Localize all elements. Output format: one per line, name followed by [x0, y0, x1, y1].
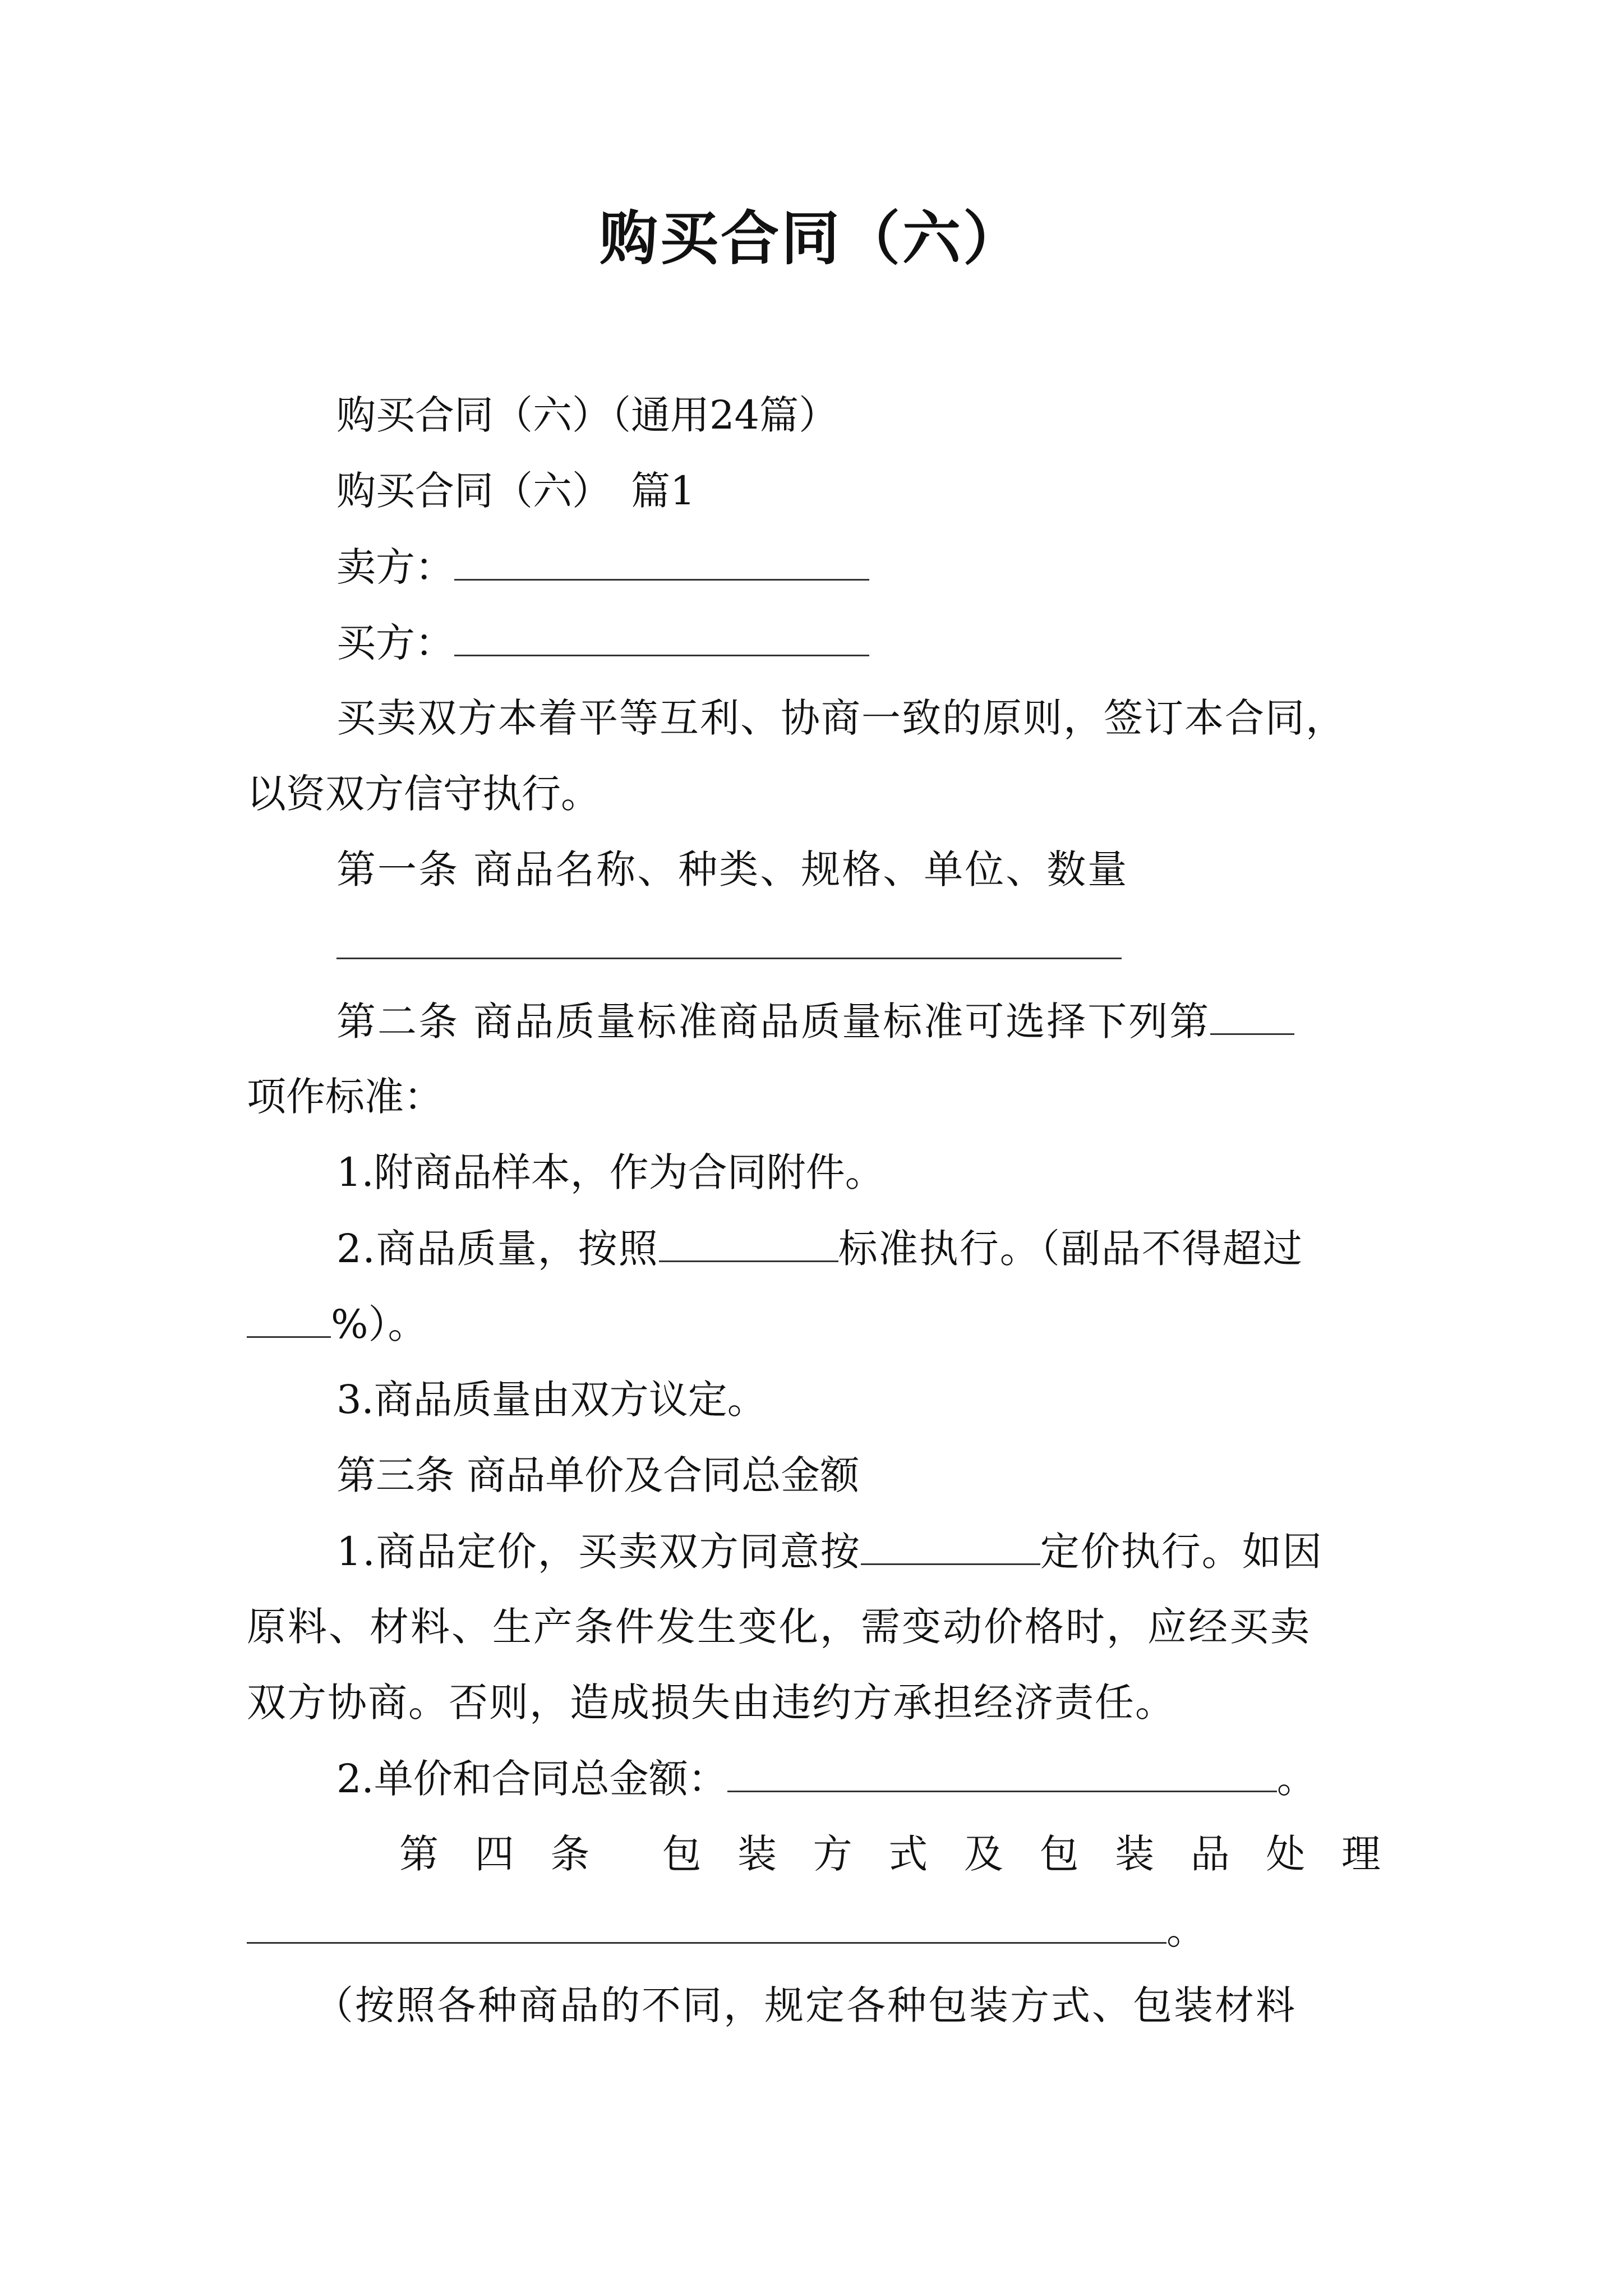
article-3-heading: 第三条 商品单价及合同总金额	[336, 1452, 860, 1498]
article-4-char: 四	[474, 1831, 514, 1877]
price-item-1-text-b: 定价执行。如因	[1040, 1529, 1323, 1575]
quality-item-2-line2	[247, 1296, 427, 1352]
intro-paragraph-line2: 以资双方信守执行。	[247, 771, 600, 817]
price-item-2-text: 2.单价和合同总金额：	[336, 1756, 727, 1802]
article-4-char: 第	[399, 1831, 439, 1877]
article-2-line1	[336, 993, 1294, 1050]
article-1-heading: 第一条 商品名称、种类、规格、单位、数量	[336, 846, 1129, 892]
article-1-blank-row	[336, 917, 1122, 974]
article-4-char: 包	[1039, 1831, 1079, 1877]
total-amount-blank	[727, 1750, 1277, 1792]
article-4-blank	[247, 1902, 1166, 1944]
quality-item-2-line1	[336, 1220, 1303, 1277]
article-4-char: 方	[813, 1831, 852, 1877]
price-item-1-line3: 双方协商。否则，造成损失由违约方承担经济责任。	[247, 1680, 1175, 1726]
article-4-char: 品	[1190, 1831, 1230, 1877]
price-item-2	[336, 1750, 1316, 1807]
article-4-char: 式	[888, 1831, 928, 1877]
pricing-blank	[861, 1523, 1040, 1565]
document-title: 购买合同（六）	[599, 204, 1023, 273]
quality-standard-blank	[659, 1220, 838, 1262]
price-item-1-text-a: 1.商品定价，买卖双方同意按	[336, 1529, 861, 1575]
article-4-char: 及	[963, 1831, 1003, 1877]
buyer-label: 买方：	[336, 620, 454, 666]
price-item-1-line1	[336, 1523, 1323, 1580]
article-2-blank	[1210, 993, 1294, 1035]
article-4-char: 装	[737, 1831, 777, 1877]
article-4-blank-row	[247, 1902, 1206, 1958]
percent-blank	[247, 1296, 331, 1338]
seller-label: 卖方：	[336, 544, 454, 590]
article-4-char: 条	[550, 1831, 590, 1877]
seller-blank	[454, 539, 869, 581]
article-2-text: 第二条 商品质量标准商品质量标准可选择下列第	[336, 999, 1211, 1045]
article-4-char: 装	[1115, 1831, 1155, 1877]
article-1-blank	[336, 917, 1122, 959]
price-item-2-period: 。	[1276, 1756, 1316, 1802]
quality-item-2-text-c: %）。	[331, 1301, 427, 1347]
article-4-char: 包	[662, 1831, 702, 1877]
buyer-blank	[454, 614, 869, 656]
subtitle-line: 购买合同（六）（通用24篇）	[336, 392, 838, 438]
article-4-heading	[399, 1826, 1381, 1882]
quality-item-1: 1.附商品样本，作为合同附件。	[336, 1149, 884, 1195]
quality-item-2-text-b: 标准执行。（副品不得超过	[838, 1226, 1303, 1272]
seller-row	[336, 539, 869, 595]
buyer-row	[336, 614, 869, 671]
quality-item-2-text-a: 2.商品质量，按照	[336, 1226, 659, 1272]
packaging-note: （按照各种商品的不同，规定各种包装方式、包装材料	[314, 1982, 1297, 2028]
article-4-char: 处	[1266, 1831, 1306, 1877]
section-heading: 购买合同（六） 篇1	[336, 468, 695, 514]
quality-item-3: 3.商品质量由双方议定。	[336, 1377, 767, 1423]
article-4-period: 。	[1166, 1907, 1206, 1953]
price-item-1-line2: 原料、材料、生产条件发生变化，需变动价格时，应经买卖	[247, 1604, 1311, 1650]
article-2-line2: 项作标准：	[247, 1074, 443, 1120]
intro-paragraph-line1: 买卖双方本着平等互利、协商一致的原则，签订本合同，	[336, 695, 1346, 741]
article-4-char: 理	[1341, 1831, 1381, 1877]
